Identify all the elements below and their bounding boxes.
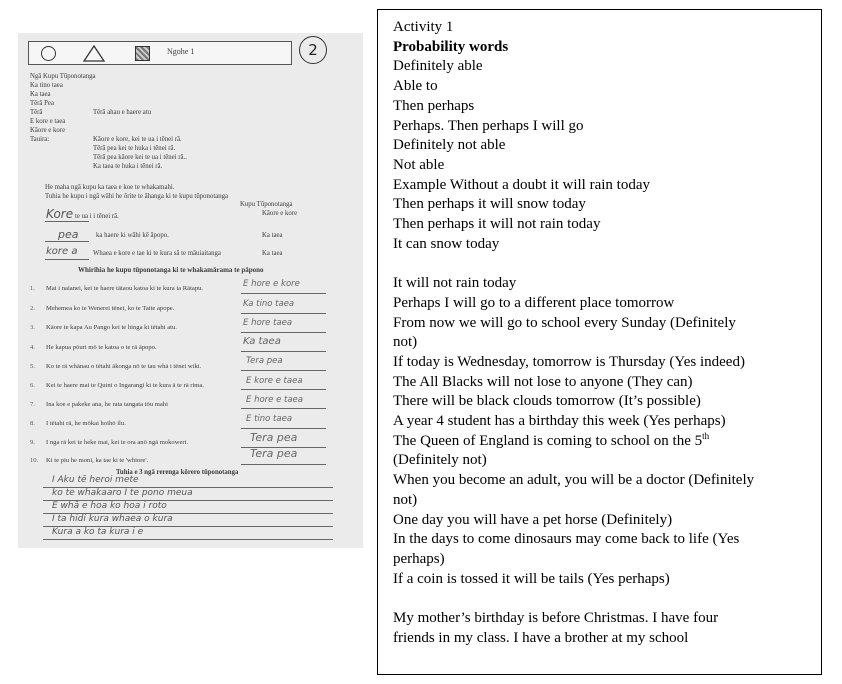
item-number: 2. (30, 305, 35, 312)
translation-line: In the days to come dinosaurs may come back to life (Yes (393, 531, 740, 548)
item-text: Mehemea ko te Wenerei tēnei, ko te Taite apope. (46, 305, 175, 312)
section-title: Whirihia he kupu tūponotanga ki te whakamārama te pāpono (78, 266, 264, 274)
answer-line (45, 241, 89, 242)
translation-line: From now we will go to school every Sunday (Definitely (393, 314, 736, 331)
item-text: He kapua pōuri mō te katoa o te rā āpopo. (46, 344, 157, 351)
translation-line: It will not rain today (393, 275, 517, 292)
translation-line: Definitely not able (393, 137, 506, 154)
answer-line (241, 408, 326, 409)
translation-line: Perhaps. Then perhaps I will go (393, 117, 584, 134)
answer-line (241, 428, 326, 429)
answer-line (241, 351, 326, 352)
translation-line: Definitely able (393, 58, 483, 75)
item-answer: Tera pea (250, 447, 298, 460)
item-answer: Tera pea (246, 356, 283, 366)
circle-icon (41, 46, 56, 61)
worksheet-item (30, 457, 148, 464)
translation-panel (377, 9, 822, 675)
translation-line: Then perhaps it will not rain today (393, 216, 601, 233)
handwritten-answer: Kore (46, 207, 74, 221)
instruction-2: Tuhia he kupu i ngā wāhi he ōrite te āhanga ki te kupu tūponotanga (45, 193, 229, 200)
paragraph-gap (393, 254, 813, 274)
kupu-item: Ka tino taea (30, 82, 63, 89)
item-text: I tētahi rā, he mōkai hoihō ilu. (46, 420, 126, 427)
translation-line: Then perhaps (393, 97, 475, 114)
triangle-icon (83, 45, 105, 62)
closing-handwriting: ko te whakaaro I te pono meua (52, 488, 193, 498)
translation-line: not) (393, 491, 418, 508)
translation-line: Example Without a doubt it will rain today (393, 176, 650, 193)
worksheet-item (30, 363, 201, 370)
worksheet-item (30, 305, 174, 312)
answer-line (241, 313, 326, 314)
item-answer: Ka tino taea (243, 299, 295, 309)
queen-line-text: The Queen of England is coming to school on the 5 (393, 432, 703, 449)
item-answer: Ka taea (243, 336, 281, 347)
example-answer: Ka taea (262, 250, 283, 257)
queen-line (393, 432, 813, 452)
translation-line: My mother’s birthday is before Christmas. I have four (393, 610, 719, 627)
answer-line (241, 464, 326, 465)
translation-line: (Definitely not) (393, 452, 487, 469)
closing-handwriting: E whā e hoa ko hoa i roto (52, 501, 167, 511)
translation-line: Able to (393, 78, 438, 95)
translation-line: perhaps) (393, 550, 445, 567)
example-text: Whaea e kore e tae ki te kura sā te māuiaitanga (93, 250, 221, 257)
answer-line (241, 293, 326, 294)
writing-line (43, 539, 333, 540)
worksheet-item (30, 344, 157, 351)
answer-line (241, 370, 326, 371)
worksheet-item (30, 324, 177, 331)
item-number: 8. (30, 420, 35, 427)
item-number: 5. (30, 363, 35, 370)
activity-subtitle: Probability words (393, 38, 509, 55)
translation-line: If a coin is tossed it will be tails (Yes perhaps) (393, 570, 670, 587)
worksheet-item (30, 420, 126, 427)
translation-line: friends in my class. I have a brother at my school (393, 629, 689, 646)
translation-line: There will be black clouds tomorrow (It’s possible) (393, 393, 701, 410)
kupu-heading: Ngā Kupu Tūponotanga (30, 73, 96, 80)
tauira-line: Tērā pea kei te huka i tēnei rā. (93, 145, 176, 152)
translation-line: One day you will have a pet horse (Definitely) (393, 511, 673, 528)
translation-line: If today is Wednesday, tomorrow is Thursday (Yes indeed) (393, 353, 745, 370)
tauira-line: Ka taea te huka i tēnei rā. (93, 163, 163, 170)
worksheet-item (30, 285, 203, 292)
example-answer: Kāore e kore (262, 210, 298, 217)
worksheet-header (28, 41, 292, 65)
ordinal-suffix: th (702, 430, 710, 441)
translation-line: Then perhaps it will snow today (393, 196, 586, 213)
handwritten-answer: pea (58, 228, 79, 241)
item-text: Ki te piu he moni, ka tae ki te 'whiore'. (46, 457, 149, 464)
worksheet-scan (18, 33, 363, 548)
item-answer: E hore taea (243, 318, 293, 328)
item-text: Mai i naianei, kei te haere tātaou katoa ki te kura ia Rātapu. (46, 285, 204, 292)
item-number: 7. (30, 401, 35, 408)
translation-line: not) (393, 334, 418, 351)
right-col-heading: Kupu Tūponotanga (240, 201, 293, 208)
kupu-item: E kore e taea (30, 118, 66, 125)
page-number: 2 (299, 36, 327, 64)
worksheet-item (30, 439, 188, 446)
worksheet-item (30, 382, 204, 389)
closing-title: Tuhia e 3 ngā rerenga kōrero tūponotanga (116, 469, 239, 476)
item-text: I nga rā kei te heke mai, kei te ora anō ngā mokoweri. (46, 439, 189, 446)
item-answer: E tino taea (246, 414, 293, 424)
item-answer: E kore e taea (246, 376, 303, 386)
instruction-1: He maha ngā kupu ka taea e koe te whakamahi. (45, 184, 175, 191)
closing-handwriting: I ta hidi kura whaea o kura (52, 514, 173, 524)
answer-line (45, 259, 89, 260)
item-answer: E hore e kore (243, 279, 300, 289)
translation-line: It can snow today (393, 235, 500, 252)
kupu-item: Tauira: (30, 136, 50, 143)
activity-title: Activity 1 (393, 19, 454, 35)
answer-line (241, 389, 326, 390)
kupu-item: Kāore e kore (30, 127, 66, 134)
item-answer: E hore e taea (246, 395, 303, 405)
example-answer: Ka taea (262, 232, 283, 239)
square-icon (135, 46, 150, 61)
closing-handwriting: I Aku tē heroi mete (52, 475, 139, 485)
translation-line: Not able (393, 156, 445, 173)
translation-text (393, 18, 813, 648)
item-text: Kei te haere mai te Quini o Ingarangi ki te kura ā te rā rima. (46, 382, 204, 389)
example-text: te ua i i tēnei rā. (75, 213, 119, 220)
kupu-item: Tērā (30, 109, 43, 116)
paragraph-gap (393, 589, 813, 609)
item-text: Kāore te kapa Au Pango kei te hinga ki tētahi atu. (46, 324, 177, 331)
item-number: 4. (30, 344, 35, 351)
kupu-item: Tērā Pea (30, 100, 54, 107)
worksheet-item (30, 401, 168, 408)
item-answer: Tera pea (250, 431, 298, 444)
item-number: 6. (30, 382, 35, 389)
answer-line (241, 332, 326, 333)
item-number: 1. (30, 285, 35, 292)
item-number: 3. (30, 324, 35, 331)
translation-line: When you become an adult, you will be a doctor (Definitely (393, 472, 755, 489)
translation-line: Perhaps I will go to a different place tomorrow (393, 294, 675, 311)
closing-handwriting: Kura a ko ta kura i e (52, 527, 144, 537)
translation-line: The All Blacks will not lose to anyone (They can) (393, 373, 693, 390)
item-text: Ko te rā whānau o tētahi ākonga nō te tau whā i tēnei wiki. (46, 363, 202, 370)
tauira-line: Kāore e kore, kei te ua i tēnei rā. (93, 136, 182, 143)
tauira-line: Tērā pea kāore kei te ua i tēnei rā.. (93, 154, 187, 161)
tera-detail: Tērā ahau e haere atu (93, 109, 152, 116)
item-number: 9. (30, 439, 35, 446)
example-text: ka haere ki wāhi kē āpopo. (96, 232, 169, 239)
handwritten-answer: kore a (46, 246, 78, 257)
translation-line: A year 4 student has a birthday this week (Yes perhaps) (393, 413, 726, 430)
item-text: Ina koe e pakeke ana, he rata tangata tōu mahi (46, 401, 168, 408)
kupu-item: Ka taea (30, 91, 51, 98)
worksheet-header-title: Ngohe 1 (167, 47, 195, 56)
item-number: 10. (30, 457, 39, 464)
